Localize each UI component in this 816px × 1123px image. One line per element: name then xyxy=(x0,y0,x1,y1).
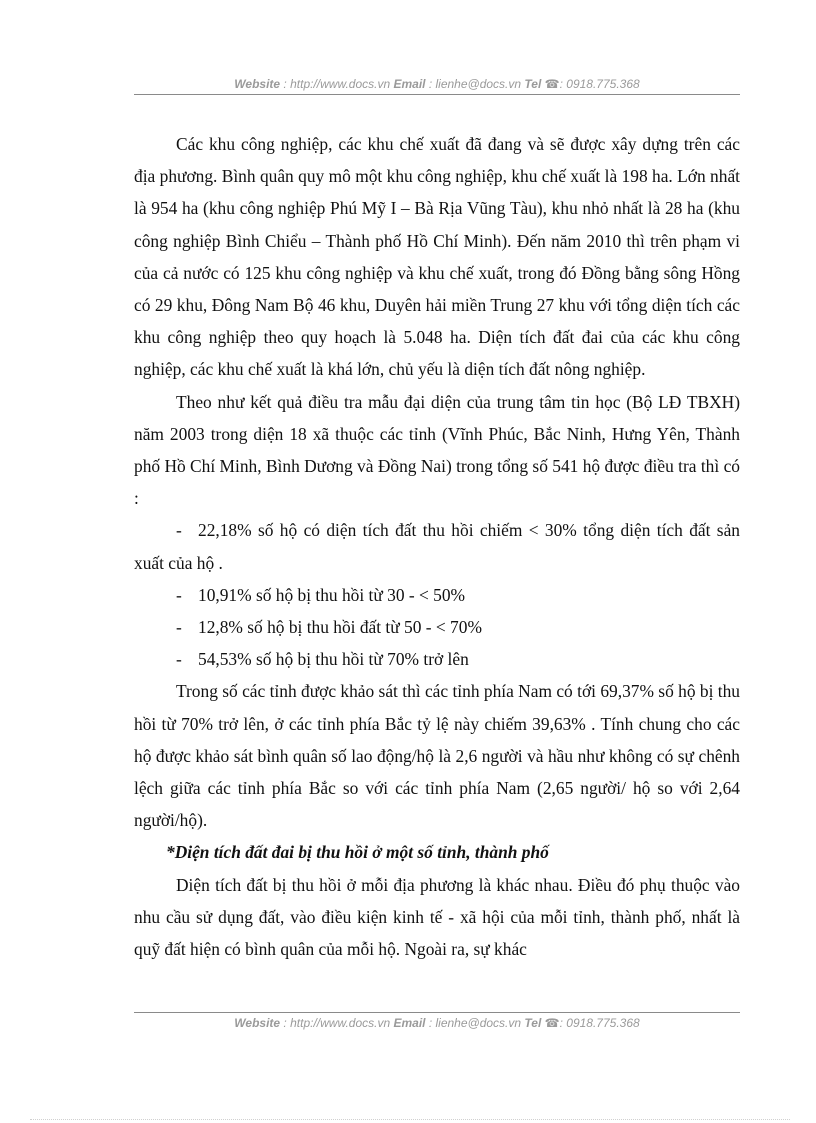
footer-email-label: Email xyxy=(393,1016,426,1030)
footer-email-value: : lienhe@docs.vn xyxy=(425,1016,525,1030)
bullet-dash: - xyxy=(176,584,182,605)
header-email-value: : lienhe@docs.vn xyxy=(425,77,525,91)
header-website-value: : http://www.docs.vn xyxy=(280,77,394,91)
list-item-text: 54,53% số hộ bị thu hồi từ 70% trở lên xyxy=(198,649,469,670)
footer-website-label: Website xyxy=(234,1016,281,1030)
paragraph-survey-results: Theo như kết quả điều tra mẫu đại diện của trung tâm tin học (Bộ LĐ TBXH) năm 2003 trong diện 18 xã thuộc các tỉnh (Vĩnh Phúc, Bắc Ninh, Hưng Yên, Thành phố Hồ Chí Minh, Bình Dương và Đồng Nai) trong tổng số 541 hộ được điều tra thì có : xyxy=(134,391,740,509)
bullet-dash: - xyxy=(176,617,182,638)
list-item-text: 22,18% số hộ có diện tích đất thu hồi chiếm < 30% tổng diện tích đất sản xuất của hộ . xyxy=(134,520,740,573)
list-item xyxy=(134,643,740,675)
paragraph-regional-comparison: Trong số các tỉnh được khảo sát thì các tỉnh phía Nam có tới 69,37% số hộ bị thu hồi từ 70% trở lên, ở các tỉnh phía Bắc tỷ lệ này chiếm 39,63% . Tính chung cho các hộ được khảo sát bình quân số lao động/hộ là 2,6 người và hầu như không có sự chênh lệch giữa các tỉnh phía Bắc so với các tỉnh phía Nam (2,65 người/ hộ so với 2,64 người/hộ). xyxy=(134,681,740,831)
page-footer xyxy=(134,1012,740,1031)
list-item-text: 12,8% số hộ bị thu hồi đất từ 50 - < 70% xyxy=(198,617,482,638)
phone-icon: ☎ xyxy=(544,1016,560,1030)
header-email-label: Email xyxy=(393,77,426,91)
list-item xyxy=(134,611,740,643)
paragraph-land-recovery: Diện tích đất bị thu hồi ở mỗi địa phương là khác nhau. Điều đó phụ thuộc vào nhu cầu sử dụng đất, vào điều kiện kinh tế - xã hội của mỗi tỉnh, thành phố, nhất là quỹ đất hiện có bình quân của mỗi hộ. Ngoài ra, sự khác xyxy=(134,874,740,960)
header-tel-value: : 0918.775.368 xyxy=(559,77,640,91)
phone-icon: ☎ xyxy=(544,77,560,91)
page-header xyxy=(134,76,740,95)
list-item xyxy=(134,579,740,611)
footer-tel-label: Tel xyxy=(524,1016,542,1030)
section-subheading: *Diện tích đất đai bị thu hồi ở một số tỉnh, thành phố xyxy=(166,842,549,863)
header-website-label: Website xyxy=(234,77,281,91)
bullet-dash: - xyxy=(176,520,182,541)
document-body xyxy=(134,128,740,965)
list-item xyxy=(134,514,740,578)
list-item-text: 10,91% số hộ bị thu hồi từ 30 - < 50% xyxy=(198,584,466,605)
page-bottom-border xyxy=(30,1119,790,1120)
footer-tel-value: : 0918.775.368 xyxy=(559,1016,640,1030)
paragraph-industrial-zones: Các khu công nghiệp, các khu chế xuất đã đang và sẽ được xây dựng trên các địa phương. Bình quân quy mô một khu công nghiệp, khu chế xuất là 198 ha. Lớn nhất là 954 ha (khu công nghiệp Phú Mỹ I – Bà Rịa Vũng Tàu), khu nhỏ nhất là 28 ha (khu công nghiệp Bình Chiểu – Thành phố Hồ Chí Minh). Đến năm 2010 thì trên phạm vi của cả nước có 125 khu công nghiệp và khu chế xuất, trong đó Đồng bằng sông Hồng có 29 khu, Đông Nam Bộ 46 khu, Duyên hải miền Trung 27 khu với tổng diện tích các khu công nghiệp theo quy hoạch là 5.048 ha. Diện tích đất đai của các khu công nghiệp, các khu chế xuất là khá lớn, chủ yếu là diện tích đất nông nghiệp. xyxy=(134,134,740,380)
header-tel-label: Tel xyxy=(524,77,542,91)
bullet-dash: - xyxy=(176,649,182,670)
footer-website-value: : http://www.docs.vn xyxy=(280,1016,394,1030)
